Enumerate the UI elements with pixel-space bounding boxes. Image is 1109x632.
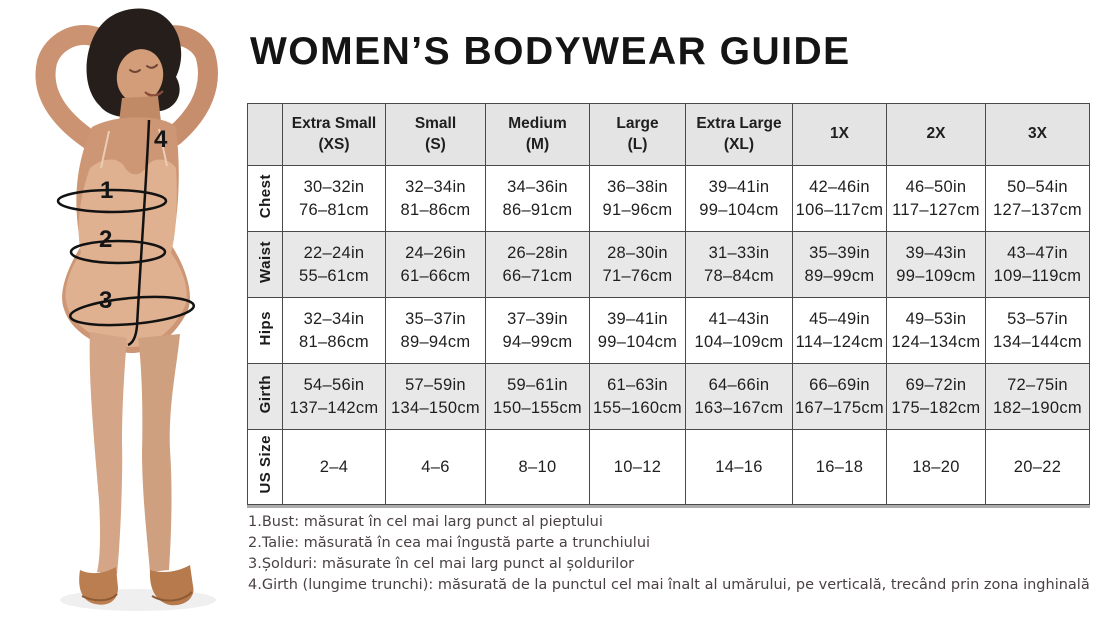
column-header-3x: 3X — [986, 104, 1090, 166]
size-cell: 37–39in 94–99cm — [486, 298, 590, 364]
left-arm — [45, 35, 96, 140]
size-cell: 28–30in 71–76cm — [590, 232, 686, 298]
column-header-2x: 2X — [887, 104, 986, 166]
size-cell: 4–6 — [386, 430, 486, 505]
model-photo — [0, 0, 247, 627]
size-cell: 57–59in 134–150cm — [386, 364, 486, 430]
size-cell: 22–24in 55–61cm — [283, 232, 386, 298]
header-row — [248, 104, 1090, 166]
size-cell: 72–75in 182–190cm — [986, 364, 1090, 430]
column-header-medium: Medium (M) — [486, 104, 590, 166]
size-cell: 64–66in 163–167cm — [686, 364, 793, 430]
size-cell: 49–53in 124–134cm — [887, 298, 986, 364]
column-header-1x: 1X — [793, 104, 887, 166]
footnote-bust: 1.Bust: măsurat în cel mai larg punct al pieptului — [248, 514, 603, 530]
annotation-4: 4 — [154, 126, 168, 153]
size-cell: 39–41in 99–104cm — [686, 166, 793, 232]
size-cell: 32–34in 81–86cm — [386, 166, 486, 232]
size-cell: 50–54in 127–137cm — [986, 166, 1090, 232]
size-cell: 26–28in 66–71cm — [486, 232, 590, 298]
size-cell: 14–16 — [686, 430, 793, 505]
row-label-waist: Waist — [248, 232, 283, 298]
column-header-extra-small: Extra Small (XS) — [283, 104, 386, 166]
measurement-diagram — [0, 0, 247, 627]
footnote-talie: 2.Talie: măsurată în cea mai îngustă parte a trunchiului — [248, 535, 651, 552]
footnote-girth: 4.Girth (lungime trunchi): măsurată de la punctul cel mai înalt al umărului, pe verticală, trecând prin zona inghinală — [248, 577, 1090, 594]
row-label-girth: Girth — [248, 364, 283, 430]
size-cell: 20–22 — [986, 430, 1090, 505]
row-label-us-size: US Size — [248, 430, 283, 505]
size-cell: 46–50in 117–127cm — [887, 166, 986, 232]
size-chart-table — [247, 103, 1090, 505]
size-cell: 36–38in 91–96cm — [590, 166, 686, 232]
footnotes — [248, 512, 1090, 596]
size-cell: 43–47in 109–119cm — [986, 232, 1090, 298]
footnote-solduri: 3.Șolduri: măsurate în cel mai larg punct al șoldurilor — [248, 556, 635, 573]
size-cell: 35–37in 89–94cm — [386, 298, 486, 364]
size-cell: 16–18 — [793, 430, 887, 505]
table-row-girth — [248, 364, 1090, 430]
annotation-1: 1 — [100, 177, 114, 204]
size-cell: 32–34in 81–86cm — [283, 298, 386, 364]
column-header-small: Small (S) — [386, 104, 486, 166]
column-header-large: Large (L) — [590, 104, 686, 166]
size-cell: 34–36in 86–91cm — [486, 166, 590, 232]
column-header-extra-large: Extra Large (XL) — [686, 104, 793, 166]
size-cell: 59–61in 150–155cm — [486, 364, 590, 430]
corner-cell — [248, 104, 283, 166]
table-row-waist — [248, 232, 1090, 298]
table-row-us-size — [248, 430, 1090, 505]
size-cell: 30–32in 76–81cm — [283, 166, 386, 232]
size-cell: 31–33in 78–84cm — [686, 232, 793, 298]
row-label-hips: Hips — [248, 298, 283, 364]
page-title: WOMEN’S BODYWEAR GUIDE — [250, 30, 851, 73]
size-cell: 45–49in 114–124cm — [793, 298, 887, 364]
size-cell: 39–43in 99–109cm — [887, 232, 986, 298]
size-cell: 2–4 — [283, 430, 386, 505]
table-row-chest — [248, 166, 1090, 232]
right-leg — [138, 334, 180, 572]
row-label-chest: Chest — [248, 166, 283, 232]
size-cell: 69–72in 175–182cm — [887, 364, 986, 430]
size-cell: 24–26in 61–66cm — [386, 232, 486, 298]
size-chart — [247, 103, 1090, 505]
table-row-hips — [248, 298, 1090, 364]
annotation-2: 2 — [99, 226, 113, 253]
size-cell: 41–43in 104–109cm — [686, 298, 793, 364]
size-cell: 8–10 — [486, 430, 590, 505]
size-cell: 10–12 — [590, 430, 686, 505]
size-cell: 66–69in 167–175cm — [793, 364, 887, 430]
size-cell: 53–57in 134–144cm — [986, 298, 1090, 364]
annotation-3: 3 — [99, 287, 113, 314]
size-cell: 54–56in 137–142cm — [283, 364, 386, 430]
size-cell: 18–20 — [887, 430, 986, 505]
size-cell: 42–46in 106–117cm — [793, 166, 887, 232]
size-cell: 35–39in 89–99cm — [793, 232, 887, 298]
left-leg — [90, 332, 127, 574]
size-cell: 61–63in 155–160cm — [590, 364, 686, 430]
size-cell: 39–41in 99–104cm — [590, 298, 686, 364]
